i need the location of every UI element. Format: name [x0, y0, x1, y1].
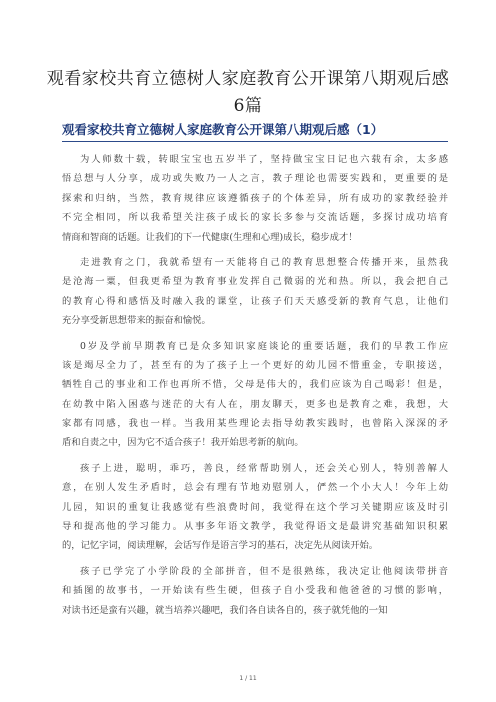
- document-title: [40, 66, 456, 120]
- title-line-1: 观看家校共育立德树人家庭教育公开课第八期观后感: [46, 69, 450, 89]
- paragraph-line: 0岁及学前早期教育已是众多知识家庭谈论的重要话题，我们的早教工作应: [80, 340, 448, 352]
- paragraph-line: 盾和自责之中，因为它不适合孩子！我开始思考新的航向。: [62, 437, 304, 449]
- paragraph-line: 充分享受新思想带来的振奋和愉悦。: [62, 315, 211, 327]
- paragraph-line: 探索和归纳，当然，教育规律应该遵循孩子的个体差异，所有成功的家教经验并: [62, 192, 448, 204]
- paragraph-line: 牺牲自己的事业和工作也再所不惜，父母是伟大的，我们应该为自己喝彩！但是，: [62, 379, 448, 391]
- paragraph-line: 的教育心得和感悟及时融入我的课堂，让孩子们天天感受新的教育气息，让他们: [62, 295, 448, 307]
- paragraph-line: 儿园，知识的重复让我感觉有些浪费时间，我觉得在这个学习关键期应该及时引: [62, 501, 448, 513]
- paragraph: [62, 253, 448, 331]
- paragraph: [62, 150, 448, 247]
- paragraph-line: 对读书还是蛮有兴趣，就当培养兴趣吧，我们各自读各自的，孩子就凭他的一知: [62, 604, 388, 616]
- paragraph-line: 导和提高他的学习能力。从事多年语文教学，我觉得语文是最讲究基础知识积累: [62, 521, 448, 533]
- document-body: [62, 150, 448, 626]
- paragraph-line: 的，记忆字词，阅读理解，会话写作是语言学习的基石，决定先从阅读开始。: [62, 540, 379, 552]
- paragraph-line: 悟总想与人分享，成功或失败乃一人之言，教子理论也需要实践和，更重要的是: [62, 173, 448, 185]
- paragraph-line: 是沧海一粟，但我更希望为教育事业发挥自己微弱的光和热。所以，我会把自己: [62, 276, 448, 288]
- paragraph: [62, 459, 448, 556]
- paragraph-line: 家都有同感，我也一样。当我用某些理论去指导幼教实践时，也曾陷入深深的矛: [62, 418, 448, 430]
- paragraph-line: 在幼教中陷入困惑与迷茫的大有人在，朋友聊天，更多也是教育之难，我想，大: [62, 398, 448, 410]
- paragraph-line: 意，在别人发生矛盾时，总会有理有节地劝慰别人，俨然一个小大人！今年上幼: [62, 482, 448, 494]
- paragraph-line: 该是竭尽全力了，甚至有的为了孩子上一个更好的幼儿园不惜重金，专职接送，: [62, 359, 448, 371]
- paragraph-line: 走进教育之门，我就希望有一天能将自己的教育思想整合传播开来，虽然我: [80, 256, 448, 268]
- paragraph-line: 情商和智商的话题。让我们的下一代健康(生理和心理)成长，稳步成才！: [62, 231, 358, 243]
- paragraph: [62, 337, 448, 453]
- paragraph-line: 不完全相同，所以我希望关注孩子成长的家长多参与交流话题，多探讨成功培育: [62, 212, 448, 224]
- paragraph-line: 孩子已学完了小学阶段的全部拼音，但不是很熟练，我决定让他阅读带拼音: [80, 565, 448, 577]
- section-heading: 观看家校共育立德树人家庭教育公开课第八期观后感（1）: [62, 120, 448, 142]
- page-number: 1 / 11: [239, 675, 257, 682]
- paragraph: [62, 562, 448, 620]
- paragraph-line: 为人师数十载，转眼宝宝也五岁半了，坚持做宝宝日记也六载有余，太多感: [80, 154, 448, 165]
- paragraph-line: 孩子上进，聪明，乖巧，善良，经常帮助别人，还会关心别人，特别善解人: [80, 462, 448, 474]
- title-line-2: 6篇: [233, 96, 263, 116]
- paragraph-line: 和插图的故事书，一开始读有些生硬，但孩子自小受我和他爸爸的习惯的影响，: [62, 585, 448, 597]
